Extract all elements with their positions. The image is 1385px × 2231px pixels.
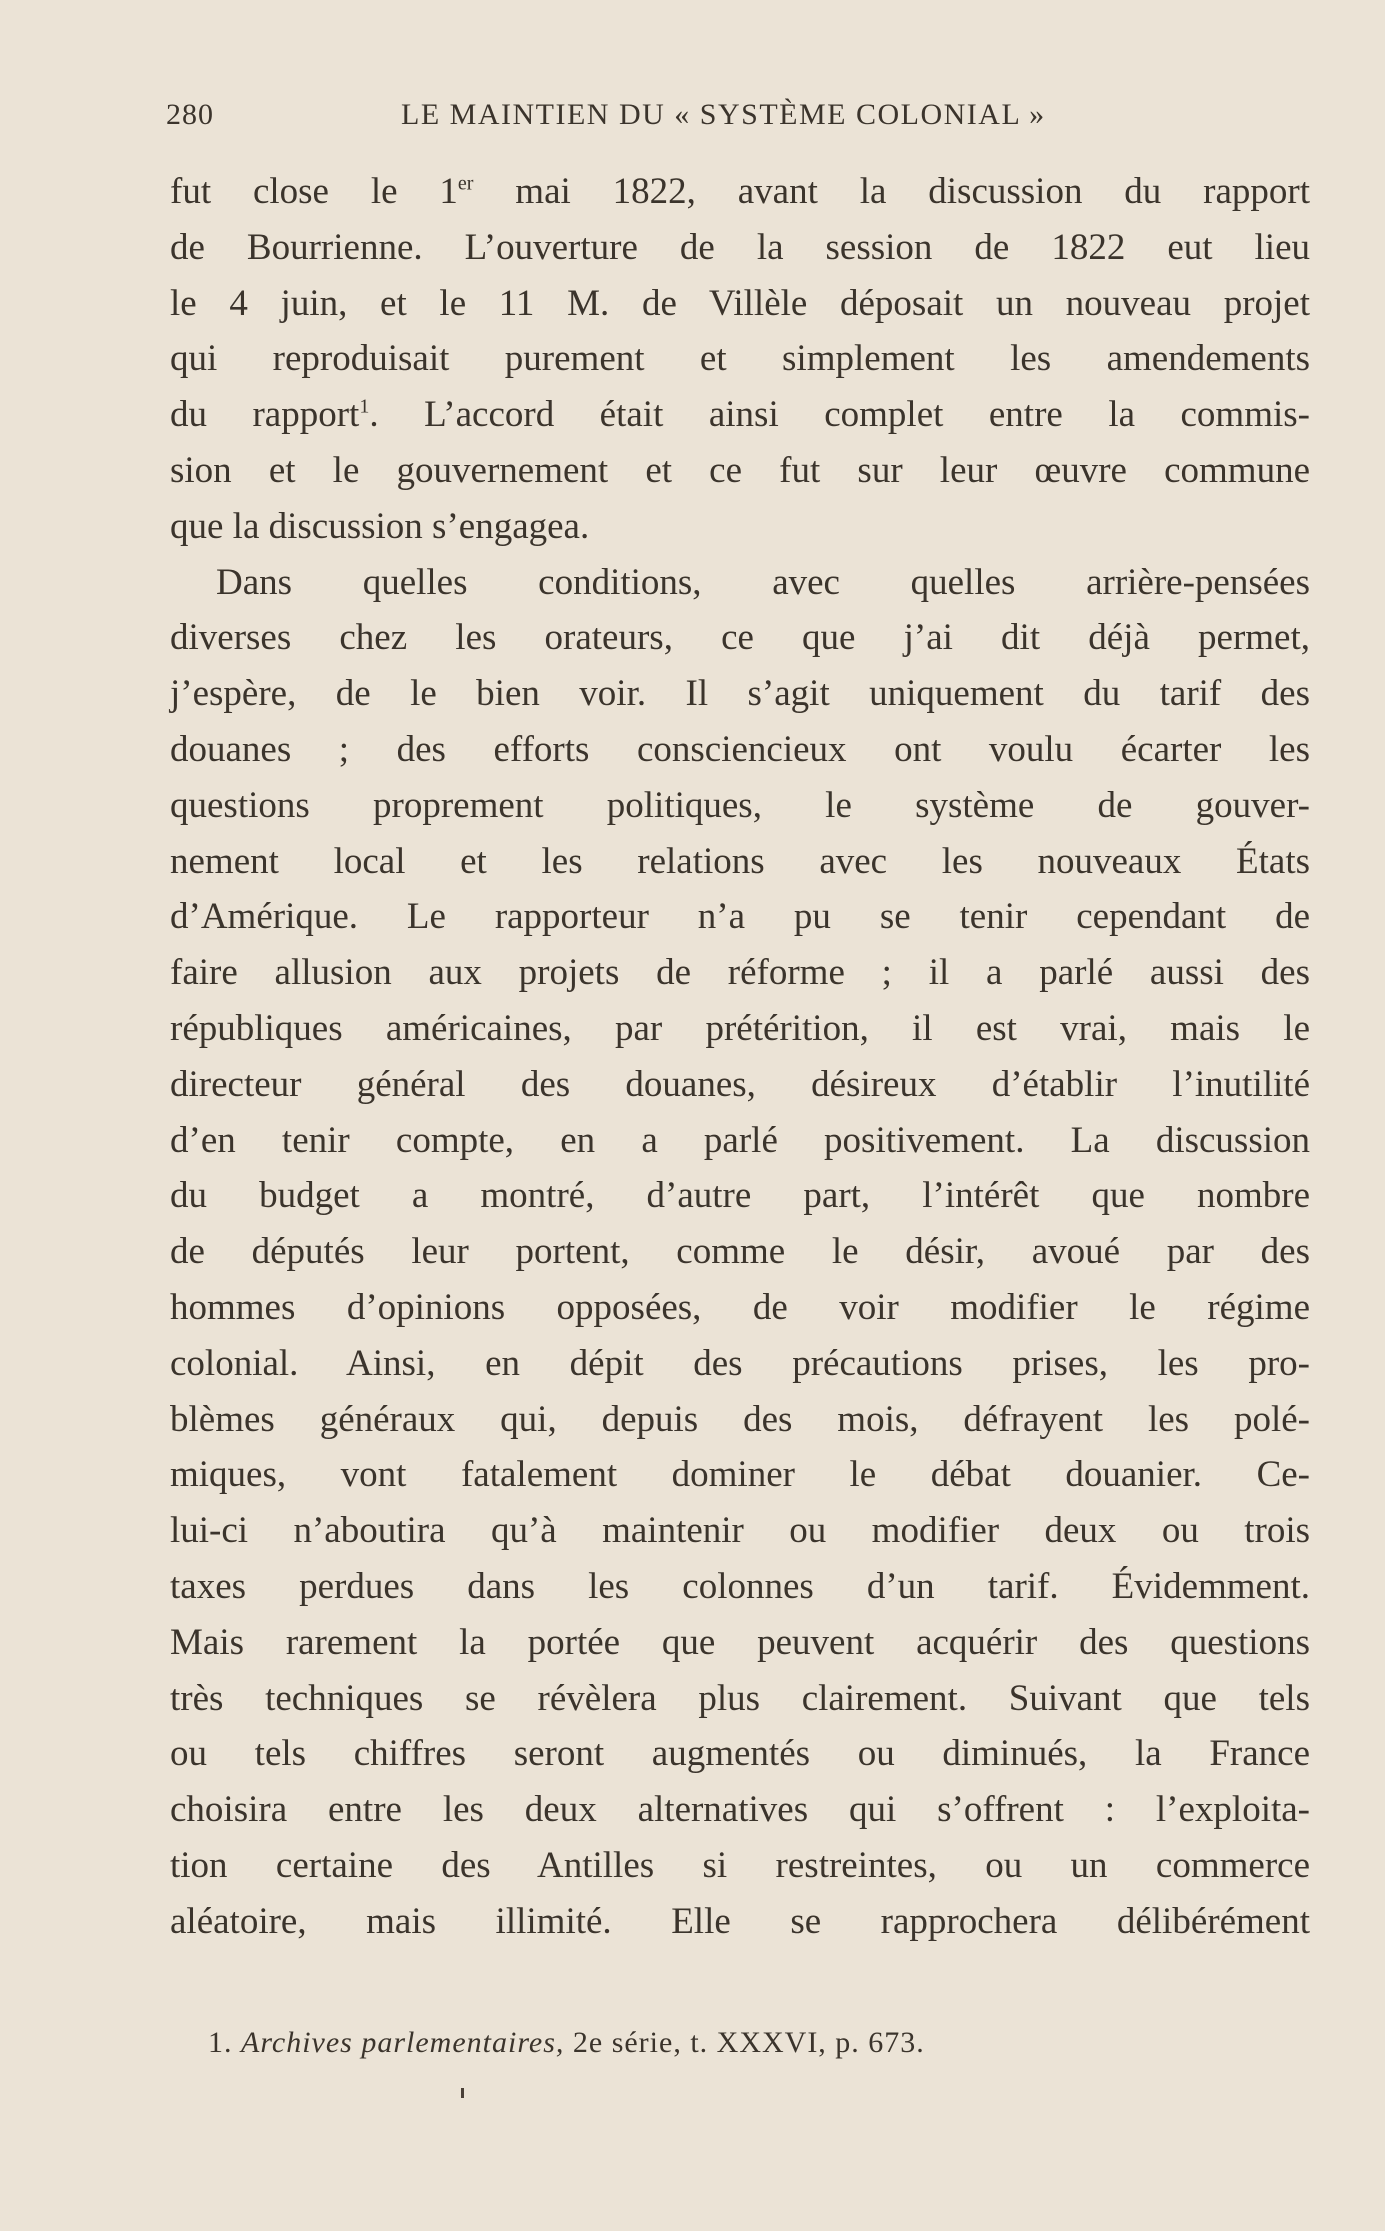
line-text: d’Amérique. Le rapporteur n’a pu se tenir cependant de	[170, 896, 1310, 938]
text-line	[170, 834, 1310, 890]
text-line	[170, 331, 1310, 387]
text-line	[170, 1671, 1310, 1727]
line-text: diverses chez les orateurs, ce que j’ai dit déjà permet,	[170, 617, 1310, 659]
superscript: er	[457, 172, 474, 195]
footnote-details: 2e série, t. XXXVI, p. 673.	[572, 2026, 925, 2059]
text-line	[170, 387, 1310, 443]
line-text: nement local et les relations avec les nouveaux États	[170, 840, 1310, 882]
line-text: qui reproduisait purement et simplement les amendements	[170, 338, 1310, 380]
text-line	[170, 1392, 1310, 1448]
line-text: de Bourrienne. L’ouverture de la session de 1822 eut lieu	[170, 226, 1310, 268]
text-line	[170, 1168, 1310, 1224]
line-text: miques, vont fatalement dominer le débat douanier. Ce-	[170, 1454, 1310, 1496]
line-text: j’espère, de le bien voir. Il s’agit uniquement du tarif des	[170, 673, 1310, 715]
text-line	[170, 778, 1310, 834]
line-text: de députés leur portent, comme le désir, avoué par des	[170, 1231, 1310, 1273]
text-line	[170, 220, 1310, 276]
text-line	[170, 443, 1310, 499]
line-text: blèmes généraux qui, depuis des mois, défrayent les polé-	[170, 1398, 1310, 1440]
text-line	[170, 1336, 1310, 1392]
print-mark	[461, 2088, 464, 2098]
text-line	[170, 1726, 1310, 1782]
line-text: du rapport	[170, 394, 360, 436]
line-text: sion et le gouvernement et ce fut sur leur œuvre commune	[170, 449, 1310, 491]
footnote	[208, 2026, 1108, 2060]
line-text: aléatoire, mais illimité. Elle se rapprochera délibérément	[170, 1900, 1310, 1942]
text-line	[170, 164, 1310, 220]
text-line	[170, 276, 1310, 332]
line-text: questions proprement politiques, le système de gouver-	[170, 784, 1310, 826]
text-line	[170, 555, 1310, 611]
line-text: Mais rarement la portée que peuvent acquérir des questions	[170, 1621, 1310, 1663]
body-text	[170, 164, 1310, 1950]
line-text: choisira entre les deux alternatives qui s’offrent : l’exploita-	[170, 1789, 1310, 1831]
line-text: . L’accord était ainsi complet entre la commis-	[369, 394, 1310, 436]
text-line	[170, 1447, 1310, 1503]
line-text: douanes ; des efforts consciencieux ont voulu écarter les	[170, 728, 1310, 770]
line-text: colonial. Ainsi, en dépit des précautions prises, les pro-	[170, 1342, 1310, 1384]
text-line	[170, 945, 1310, 1001]
text-line	[170, 1001, 1310, 1057]
text-line	[170, 499, 1310, 555]
text-line	[170, 1782, 1310, 1838]
text-line	[170, 1615, 1310, 1671]
line-text: directeur général des douanes, désireux d’établir l’inutilité	[170, 1063, 1310, 1105]
superscript: 1	[359, 395, 370, 418]
line-text: d’en tenir compte, en a parlé positivement. La discussion	[170, 1119, 1310, 1161]
text-line	[170, 666, 1310, 722]
line-text: ou tels chiffres seront augmentés ou diminués, la France	[170, 1733, 1310, 1775]
text-line	[170, 1503, 1310, 1559]
footnote-number: 1.	[208, 2026, 233, 2059]
text-line	[170, 1894, 1310, 1950]
line-text: Dans quelles conditions, avec quelles arrière-pensées	[216, 561, 1310, 603]
line-text: que la discussion s’engagea.	[170, 505, 590, 547]
line-text: faire allusion aux projets de réforme ; il a parlé aussi des	[170, 952, 1310, 994]
text-line	[170, 1224, 1310, 1280]
line-text: tion certaine des Antilles si restreintes, ou un commerce	[170, 1844, 1310, 1886]
text-line	[170, 1113, 1310, 1169]
text-line	[170, 1838, 1310, 1894]
line-text: taxes perdues dans les colonnes d’un tarif. Évidemment.	[170, 1565, 1310, 1607]
line-text: hommes d’opinions opposées, de voir modifier le régime	[170, 1286, 1310, 1328]
text-line	[170, 1280, 1310, 1336]
text-line	[170, 1057, 1310, 1113]
line-text: du budget a montré, d’autre part, l’intérêt que nombre	[170, 1175, 1310, 1217]
text-line	[170, 889, 1310, 945]
line-text: républiques américaines, par prétérition, il est vrai, mais le	[170, 1007, 1310, 1049]
page-header	[166, 98, 1306, 148]
text-line	[170, 722, 1310, 778]
line-text: mai 1822, avant la discussion du rapport	[473, 171, 1310, 212]
footnote-title: Archives parlementaires,	[241, 2026, 565, 2059]
running-title: LE MAINTIEN DU « SYSTÈME COLONIAL »	[401, 98, 1046, 131]
page-number: 280	[166, 98, 214, 131]
text-line	[170, 610, 1310, 666]
line-text: fut close le 1	[170, 171, 458, 212]
line-text: très techniques se révèlera plus clairement. Suivant que tels	[170, 1677, 1310, 1719]
text-line	[170, 1559, 1310, 1615]
line-text: le 4 juin, et le 11 M. de Villèle déposait un nouveau projet	[170, 282, 1310, 324]
line-text: lui-ci n’aboutira qu’à maintenir ou modifier deux ou trois	[170, 1510, 1310, 1552]
